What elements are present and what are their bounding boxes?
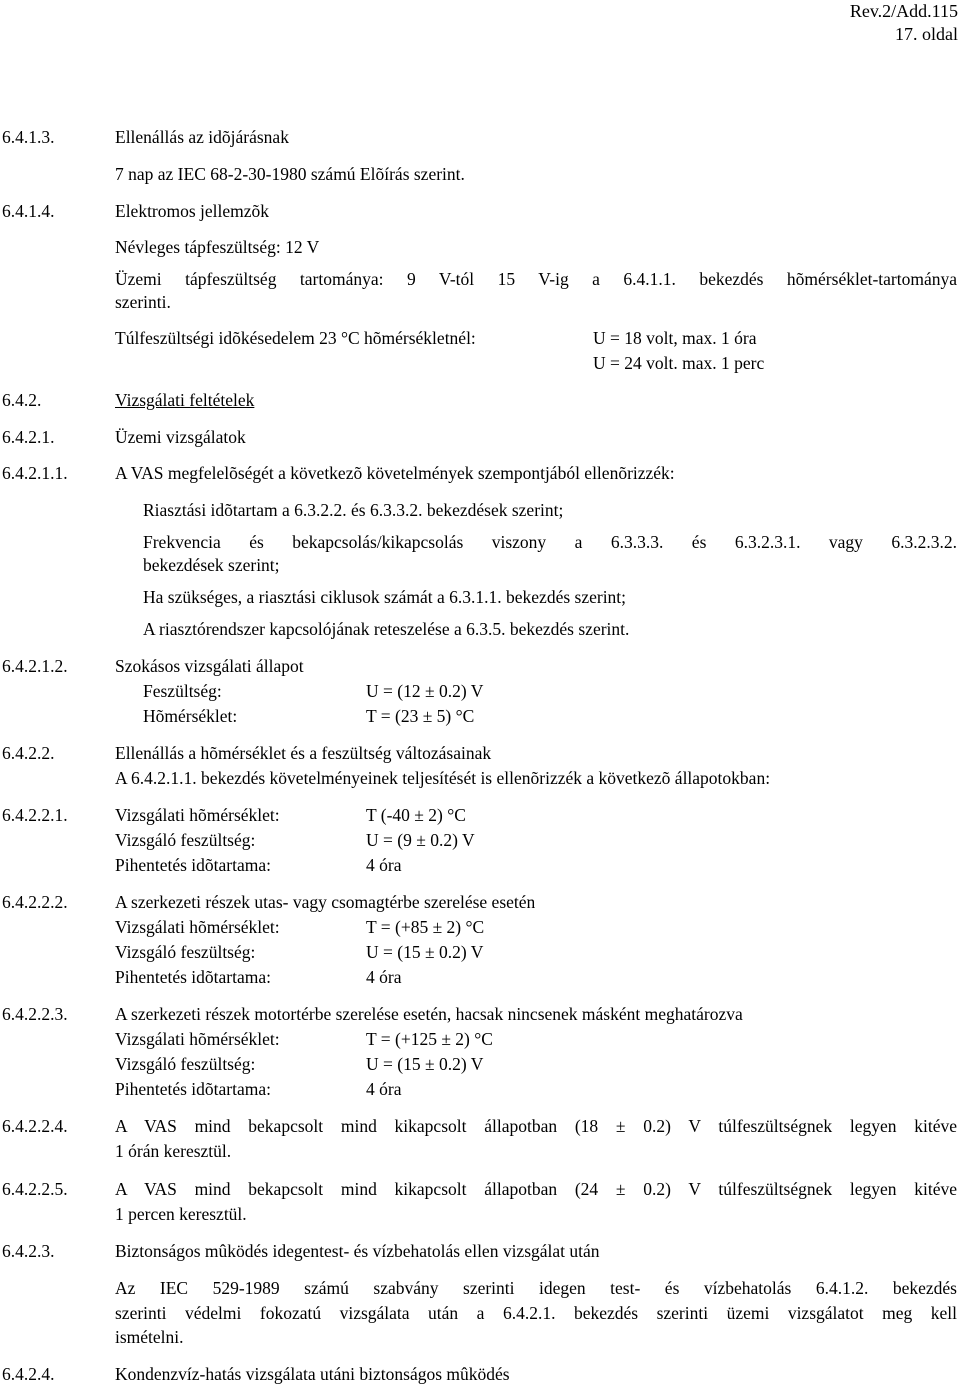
section-title: Vizsgálati feltételek — [115, 390, 255, 410]
overvoltage-label: Túlfeszültségi idõkésedelem 23 °C hõmérsékletnél: — [115, 328, 476, 348]
list-item: Riasztási idõtartam a 6.3.2.2. és 6.3.3.2. bekezdések szerint; — [143, 500, 564, 520]
paragraph: szerinti. — [115, 292, 171, 312]
page-header — [850, 0, 958, 46]
section-title: Ellenállás a hõmérséklet és a feszültség változásainak — [115, 743, 492, 763]
list-item: Ha szükséges, a riasztási ciklusok számát a 6.3.1.1. bekezdés szerint; — [143, 587, 627, 607]
section-title: Kondenzvíz-hatás vizsgálata utáni biztonságos mûködés — [115, 1364, 510, 1384]
condition-value: T = (23 ± 5) °C — [366, 706, 475, 726]
section-title: Elektromos jellemzõk — [115, 201, 270, 221]
condition-label: Vizsgálati hõmérséklet: — [115, 917, 280, 937]
section-number: 6.4.2.2.3. — [2, 1004, 68, 1024]
section-number: 6.4.2. — [2, 390, 42, 410]
section-title: A VAS megfelelõségét a következõ követelmények szempontjából ellenõrizzék: — [115, 463, 675, 483]
condition-label: Pihentetés idõtartama: — [115, 1079, 271, 1099]
condition-label: Vizsgáló feszültség: — [115, 830, 256, 850]
paragraph: szerinti védelmi fokozatú vizsgálata után a 6.4.2.1. bekezdés szerinti üzemi vizsgálatot meg kell — [115, 1303, 957, 1323]
section-number: 6.4.2.1. — [2, 427, 55, 447]
paragraph: A VAS mind bekapcsolt mind kikapcsolt állapotban (18 ± 0.2) V túlfeszültségnek legyen kitéve — [115, 1116, 957, 1136]
condition-label: Pihentetés idõtartama: — [115, 967, 271, 987]
section-number: 6.4.1.3. — [2, 127, 55, 147]
condition-value: U = (9 ± 0.2) V — [366, 830, 475, 850]
section-number: 6.4.2.2.2. — [2, 892, 68, 912]
condition-value: U = (15 ± 0.2) V — [366, 942, 484, 962]
section-number: 6.4.2.1.2. — [2, 656, 68, 676]
condition-value: 4 óra — [366, 967, 402, 987]
section-number: 6.4.2.4. — [2, 1364, 55, 1384]
condition-label: Feszültség: — [143, 681, 222, 701]
list-item: A riasztórendszer kapcsolójának reteszelése a 6.3.5. bekezdés szerint. — [143, 619, 630, 639]
overvoltage-value: U = 24 volt. max. 1 perc — [593, 353, 765, 373]
paragraph: ismételni. — [115, 1327, 184, 1347]
revision-label: Rev.2/Add.115 — [849, 1, 958, 21]
section-number: 6.4.2.1.1. — [2, 463, 68, 483]
paragraph: A 6.4.2.1.1. bekezdés követelményeinek teljesítését is ellenõrizzék a következõ állapotokban: — [115, 768, 771, 788]
paragraph: 7 nap az IEC 68-2-30-1980 számú Elõírás szerint. — [115, 164, 465, 184]
page-number: 17. oldal — [895, 24, 958, 44]
condition-label: Vizsgáló feszültség: — [115, 942, 256, 962]
section-number: 6.4.1.4. — [2, 201, 55, 221]
condition-label: Vizsgálati hõmérséklet: — [115, 1029, 280, 1049]
section-number: 6.4.2.2. — [2, 743, 55, 763]
condition-value: U = (12 ± 0.2) V — [366, 681, 484, 701]
condition-label: Vizsgálati hõmérséklet: — [115, 805, 280, 825]
condition-label: Vizsgáló feszültség: — [115, 1054, 256, 1074]
paragraph: A VAS mind bekapcsolt mind kikapcsolt állapotban (24 ± 0.2) V túlfeszültségnek legyen kitéve — [115, 1179, 957, 1199]
section-title: Üzemi vizsgálatok — [115, 427, 246, 447]
list-item: Frekvencia és bekapcsolás/kikapcsolás viszony a 6.3.3.3. és 6.3.2.3.1. vagy 6.3.2.3.2. — [143, 532, 957, 552]
condition-value: 4 óra — [366, 1079, 402, 1099]
section-title: Ellenállás az idõjárásnak — [115, 127, 289, 147]
condition-label: Pihentetés idõtartama: — [115, 855, 271, 875]
section-title: Biztonságos mûködés idegentest- és vízbehatolás ellen vizsgálat után — [115, 1241, 600, 1261]
condition-value: T = (+85 ± 2) °C — [366, 917, 485, 937]
section-number: 6.4.2.2.1. — [2, 805, 68, 825]
paragraph: Névleges tápfeszültség: 12 V — [115, 237, 320, 257]
section-number: 6.4.2.2.5. — [2, 1179, 68, 1199]
condition-value: 4 óra — [366, 855, 402, 875]
paragraph: 1 órán keresztül. — [115, 1141, 232, 1161]
section-number: 6.4.2.3. — [2, 1241, 55, 1261]
list-item: bekezdések szerint; — [143, 555, 280, 575]
section-number: 6.4.2.2.4. — [2, 1116, 68, 1136]
paragraph: Az IEC 529-1989 számú szabvány szerinti idegen test- és vízbehatolás 6.4.1.2. bekezdés — [115, 1278, 957, 1298]
condition-value: U = (15 ± 0.2) V — [366, 1054, 484, 1074]
paragraph: 1 percen keresztül. — [115, 1204, 247, 1224]
section-title: Szokásos vizsgálati állapot — [115, 656, 304, 676]
paragraph: Üzemi tápfeszültség tartománya: 9 V-tól 15 V-ig a 6.4.1.1. bekezdés hõmérséklet-tartománya — [115, 269, 957, 289]
condition-value: T (-40 ± 2) °C — [366, 805, 466, 825]
condition-value: T = (+125 ± 2) °C — [366, 1029, 493, 1049]
section-title: A szerkezeti részek utas- vagy csomagtérbe szerelése esetén — [115, 892, 536, 912]
overvoltage-value: U = 18 volt, max. 1 óra — [593, 328, 757, 348]
condition-label: Hõmérséklet: — [143, 706, 238, 726]
section-title: A szerkezeti részek motortérbe szerelése esetén, hacsak nincsenek másként meghatározva — [115, 1004, 743, 1024]
